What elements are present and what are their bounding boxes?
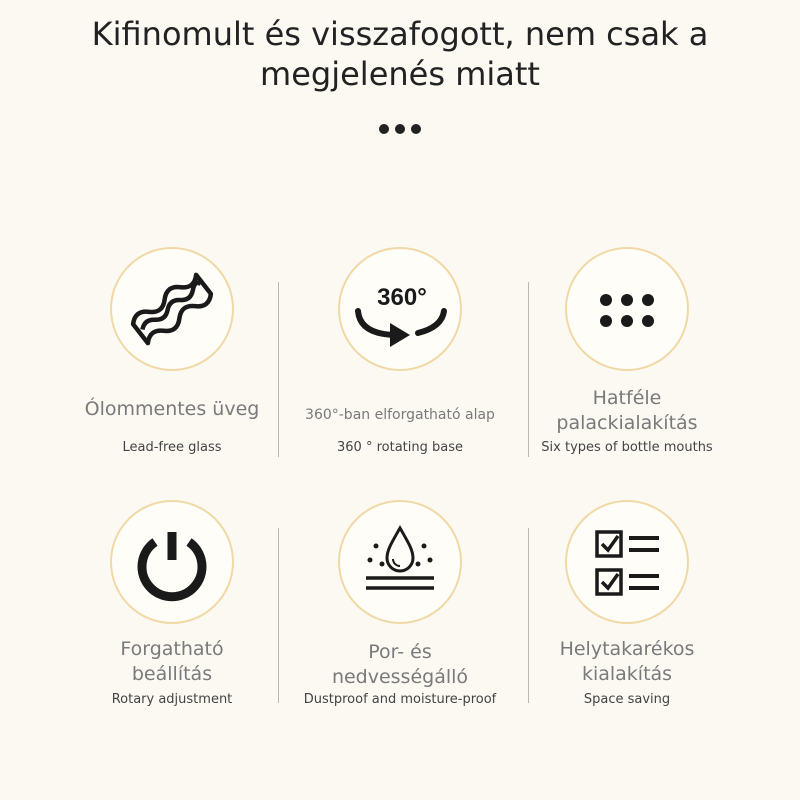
title-line-1: Kifinomult és visszafogott, nem csak a — [91, 15, 709, 53]
feature-title-line: Helytakarékos — [559, 638, 695, 660]
feature-title-line: kialakítás — [581, 663, 673, 685]
feature-title — [275, 640, 525, 690]
feature-icon-circle — [338, 500, 462, 624]
feature-space-saving — [502, 0, 752, 800]
feature-title-line: beállítás — [131, 663, 213, 685]
moisture-drop-icon — [340, 502, 460, 622]
feature-subtitle: Lead-free glass — [122, 440, 222, 455]
feature-title — [47, 637, 297, 687]
feature-subtitle: Dustproof and moisture-proof — [303, 692, 497, 707]
feature-title-line: nedvességálló — [331, 666, 469, 688]
title-line-2: megjelenés miatt — [260, 55, 540, 93]
feature-icon-circle — [565, 500, 689, 624]
feature-title-line: Por- és — [368, 641, 432, 663]
feature-title-line: Ólommentes üveg — [84, 398, 260, 420]
feature-dustproof — [275, 0, 525, 800]
feature-title — [502, 637, 752, 687]
feature-rotary-adjustment — [47, 0, 297, 800]
feature-title-line: Forgatható — [120, 638, 224, 660]
feature-title-line: 360°-ban elforgatható alap — [305, 407, 495, 423]
feature-title-line: Hatféle — [592, 387, 662, 409]
feature-title-line: palackialakítás — [556, 412, 698, 434]
feature-subtitle: Rotary adjustment — [111, 692, 233, 707]
power-icon — [112, 502, 232, 622]
feature-subtitle: Six types of bottle mouths — [541, 440, 713, 455]
feature-icon-circle — [110, 500, 234, 624]
rotate-360-label: 360° — [377, 284, 427, 311]
feature-subtitle: 360 ° rotating base — [337, 440, 463, 455]
feature-subtitle: Space saving — [583, 692, 671, 707]
checklist-icon — [567, 502, 687, 622]
